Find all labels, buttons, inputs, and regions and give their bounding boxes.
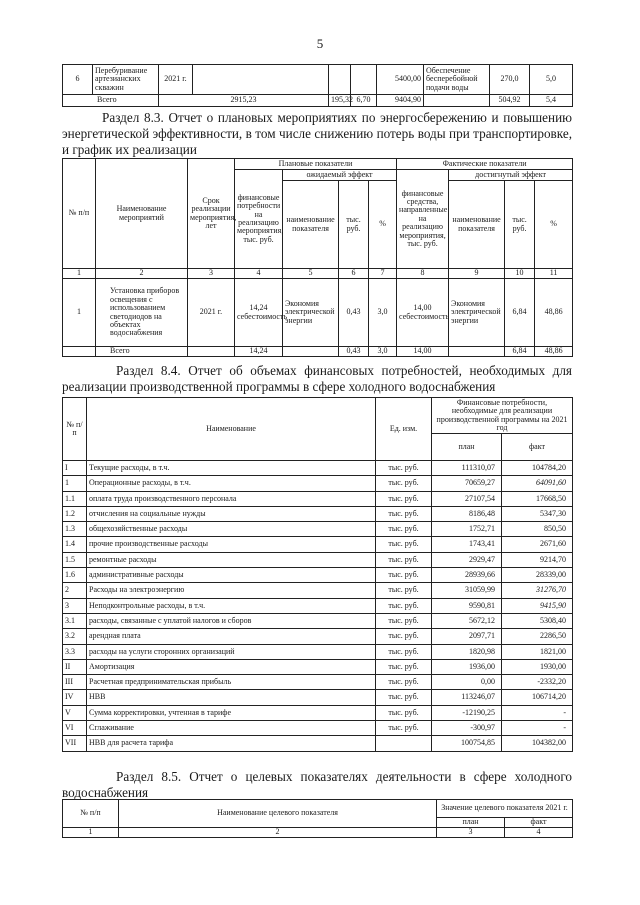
header-row [63, 159, 573, 170]
header-name: Наименование целевого показателя [119, 800, 437, 828]
cell-name: Неподконтрольные расходы, в т.ч. [87, 598, 376, 613]
cell-plan: 1936,00 [432, 659, 502, 674]
cell-plan: 70659,27 [432, 476, 502, 491]
cell-num: 1.2 [63, 506, 87, 521]
cell-num: 6 [63, 65, 93, 95]
cell-num: 1.3 [63, 522, 87, 537]
cell-unit: тыс. руб. [376, 659, 432, 674]
cell-name: Операционные расходы, в т.ч. [87, 476, 376, 491]
cell-plan: 31059,99 [432, 583, 502, 598]
page-number: 5 [316, 36, 324, 51]
cell-unit: тыс. руб. [376, 690, 432, 705]
cell-plan: 113246,07 [432, 690, 502, 705]
cell-name: Сглаживание [87, 721, 376, 736]
table-row [63, 690, 573, 705]
cell-year: 2021 г. [159, 65, 193, 95]
table-row [63, 705, 573, 720]
cell-fact: 5308,40 [502, 613, 573, 628]
section-8-4-table [62, 397, 573, 752]
header-fact: факт [505, 818, 573, 828]
cell-plan: -300,97 [432, 721, 502, 736]
cell-plan: 0,00 [432, 675, 502, 690]
cell-total-v4: 9404,90 [377, 95, 424, 107]
cell-name: НВВ для расчета тарифа [87, 736, 376, 751]
header-plan-fin: финансовые потребности на реализацию мероприятия, тыс. руб. [235, 170, 283, 269]
cell-unit: тыс. руб. [376, 461, 432, 476]
cell-unit [376, 736, 432, 751]
header-plan: план [432, 434, 502, 461]
cell-name: арендная плата [87, 629, 376, 644]
header-pct: % [535, 181, 573, 269]
header-fact: факт [502, 434, 573, 461]
cell-num: 3.1 [63, 613, 87, 628]
header-thous-rub: тыс. руб. [339, 181, 369, 269]
cell-plan: 5672,12 [432, 613, 502, 628]
header-achieved-effect: достигнутый эффект [449, 170, 573, 181]
table-row [63, 491, 573, 506]
cell-plan: 111310,07 [432, 461, 502, 476]
cell-fact: 104784,20 [502, 461, 573, 476]
cell-unit: тыс. руб. [376, 506, 432, 521]
section-8-3-table [62, 158, 573, 357]
cell-name: прочие производственные расходы [87, 537, 376, 552]
cell-total-v1: 2915,23 [159, 95, 329, 107]
column-number-row: 1 2 3 4 5 6 7 8 9 10 11 [63, 269, 573, 279]
cell-plan: 1820,98 [432, 644, 502, 659]
cell-name: расходы на услуги сторонних организаций [87, 644, 376, 659]
table-row [63, 522, 573, 537]
cell-fact: 1930,00 [502, 659, 573, 674]
cell-plan: 9590,81 [432, 598, 502, 613]
cell-fact: - [502, 705, 573, 720]
cell-unit: тыс. руб. [376, 598, 432, 613]
cell-fact: 9214,70 [502, 552, 573, 567]
header-indicator-name: наименование показателя [449, 181, 505, 269]
cell-fact: 1821,00 [502, 644, 573, 659]
cell-plan: 1743,41 [432, 537, 502, 552]
cell-plan: 27107,54 [432, 491, 502, 506]
header-name: Наименование [87, 398, 376, 461]
cell-num: 3.3 [63, 644, 87, 659]
header-indicator-name: наименование показателя [283, 181, 339, 269]
cell-fact: 104382,00 [502, 736, 573, 751]
cell-name: НВВ [87, 690, 376, 705]
cell-num: I [63, 461, 87, 476]
cell-num: III [63, 675, 87, 690]
table-row [63, 644, 573, 659]
section-8-4-heading: Раздел 8.4. Отчет об объемах финансовых потребностей, необходимых для реализации производственной программы в сфере холодного водоснабжения [62, 363, 572, 394]
cell-unit: тыс. руб. [376, 537, 432, 552]
cell-num: II [63, 659, 87, 674]
cell-name: ремонтные расходы [87, 552, 376, 567]
cell-total-v5: 504,92 [490, 95, 530, 107]
table-row [63, 552, 573, 567]
section-8-3-heading: Раздел 8.3. Отчет о плановых мероприятиях по энергосбережению и повышению энергетической эффективности, в том числе снижению потерь воды при транспортировке, и график их реализации [62, 110, 572, 157]
cell-num: 3.2 [63, 629, 87, 644]
cell-num: 1.6 [63, 568, 87, 583]
cell-effect: Обеспечение бесперебойной подачи воды [424, 65, 490, 95]
cell-name: общехозяйственные расходы [87, 522, 376, 537]
header-num: № п/п [63, 159, 96, 269]
cell-fact: 2286,50 [502, 629, 573, 644]
table-row [63, 537, 573, 552]
cell-num: 1.1 [63, 491, 87, 506]
cell-plan: -12190,25 [432, 705, 502, 720]
header-expected-effect: ожидаемый эффект [283, 170, 397, 181]
table-row: 1 Установка приборов освещения с использованием светодиодов на объектах водоснабжения 2021 г. 14,24 себестоимость Экономия электрической энергии 0,43 3,0 14,00 себестоимость Экономия электрической энергии 6,84 48,86 [63, 279, 573, 347]
cell-total-label: Всего [63, 95, 159, 107]
cell-unit: тыс. руб. [376, 644, 432, 659]
cell-fact: - [502, 721, 573, 736]
cell-num: 1.4 [63, 537, 87, 552]
table-row [63, 659, 573, 674]
cell-unit: тыс. руб. [376, 491, 432, 506]
cell-unit: тыс. руб. [376, 583, 432, 598]
cell-plan: 28939,66 [432, 568, 502, 583]
cell-num: 1.5 [63, 552, 87, 567]
table-row [63, 506, 573, 521]
cell-total-v6: 5,4 [530, 95, 573, 107]
cell-pct: 5,0 [530, 65, 573, 95]
table-row [63, 721, 573, 736]
header-value: Значение целевого показателя 2021 г. [437, 800, 573, 818]
cell-name: Текущие расходы, в т.ч. [87, 461, 376, 476]
table-row [63, 568, 573, 583]
cell-num: VII [63, 736, 87, 751]
table-row [63, 613, 573, 628]
table-row [63, 629, 573, 644]
table-row [63, 598, 573, 613]
header-pct: % [369, 181, 397, 269]
table-row [63, 461, 573, 476]
cell-fact: 106714,20 [502, 690, 573, 705]
table-row-total [63, 95, 573, 107]
cell-unit: тыс. руб. [376, 568, 432, 583]
cell-plan: 100754,85 [432, 736, 502, 751]
cell-name: Расчетная предпринимательская прибыль [87, 675, 376, 690]
cell-unit: тыс. руб. [376, 721, 432, 736]
header-num: № п/п [63, 800, 119, 828]
cell-num: V [63, 705, 87, 720]
header-fact-fin: финансовые средства, направленные на реализацию мероприятия, тыс. руб. [397, 170, 449, 269]
header-fact-group: Фактические показатели [397, 159, 573, 170]
cell-value: 270,0 [490, 65, 530, 95]
table-row-total: Всего 14,24 0,43 3,0 14,00 6,84 48,86 [63, 347, 573, 357]
cell-plan: 2097,71 [432, 629, 502, 644]
cell-name: отчисления на социальные нужды [87, 506, 376, 521]
cell-plan: 8186,48 [432, 506, 502, 521]
cell-unit: тыс. руб. [376, 522, 432, 537]
cell-fact: 5347,30 [502, 506, 573, 521]
cell-total-v3: 6,70 [351, 95, 377, 107]
header-term: Срок реализации мероприятия, лет [188, 159, 235, 269]
table-row [63, 65, 573, 95]
cell-unit: тыс. руб. [376, 476, 432, 491]
cell-plan: 1752,71 [432, 522, 502, 537]
cell-num: 3 [63, 598, 87, 613]
cell-num: VI [63, 721, 87, 736]
cell-unit: тыс. руб. [376, 705, 432, 720]
header-name: Наименование мероприятий [96, 159, 188, 269]
cell-name: расходы, связанные с уплатой налогов и сборов [87, 613, 376, 628]
cell-num: IV [63, 690, 87, 705]
cell-fact: 850,50 [502, 522, 573, 537]
header-num: № п/п [63, 398, 87, 461]
cell-unit: тыс. руб. [376, 613, 432, 628]
cell-name: Амортизация [87, 659, 376, 674]
header-row [63, 800, 573, 818]
cell-fact: 64091,60 [502, 476, 573, 491]
cell-fact: 9415,90 [502, 598, 573, 613]
cell-fact: 17668,50 [502, 491, 573, 506]
cell-total-v2: 195,32 [329, 95, 351, 107]
cell-fact: 31276,70 [502, 583, 573, 598]
cell-name: административные расходы [87, 568, 376, 583]
column-number-row: 1 2 3 4 [63, 828, 573, 838]
cell-unit: тыс. руб. [376, 552, 432, 567]
cell-plan: 2929,47 [432, 552, 502, 567]
section-8-5-heading: Раздел 8.5. Отчет о целевых показателях деятельности в сфере холодного водоснабжения [62, 769, 572, 800]
header-thous-rub: тыс. руб. [505, 181, 535, 269]
header-unit: Ед. изм. [376, 398, 432, 461]
cell-fact: 2671,60 [502, 537, 573, 552]
cell-cost: 5400,00 [377, 65, 424, 95]
cell-name: Расходы на электроэнергию [87, 583, 376, 598]
cell-num: 2 [63, 583, 87, 598]
cell-name: Перебуривание артезианских скважин [93, 65, 159, 95]
cell-name: Сумма корректировки, учтенная в тарифе [87, 705, 376, 720]
table-row [63, 476, 573, 491]
table-row [63, 736, 573, 751]
continuation-table [62, 64, 573, 107]
header-plan-group: Плановые показатели [235, 159, 397, 170]
header-plan: план [437, 818, 505, 828]
header-fin: Финансовые потребности, необходимые для реализации производственной программы на 2021 год [432, 398, 573, 434]
cell-num: 1 [63, 476, 87, 491]
cell-fact: -2332,20 [502, 675, 573, 690]
cell-name: оплата труда производственного персонала [87, 491, 376, 506]
section-8-5-table [62, 799, 573, 838]
header-row [63, 398, 573, 434]
cell-unit: тыс. руб. [376, 629, 432, 644]
table-row [63, 675, 573, 690]
table-row [63, 583, 573, 598]
cell-unit: тыс. руб. [376, 675, 432, 690]
cell-fact: 28339,00 [502, 568, 573, 583]
